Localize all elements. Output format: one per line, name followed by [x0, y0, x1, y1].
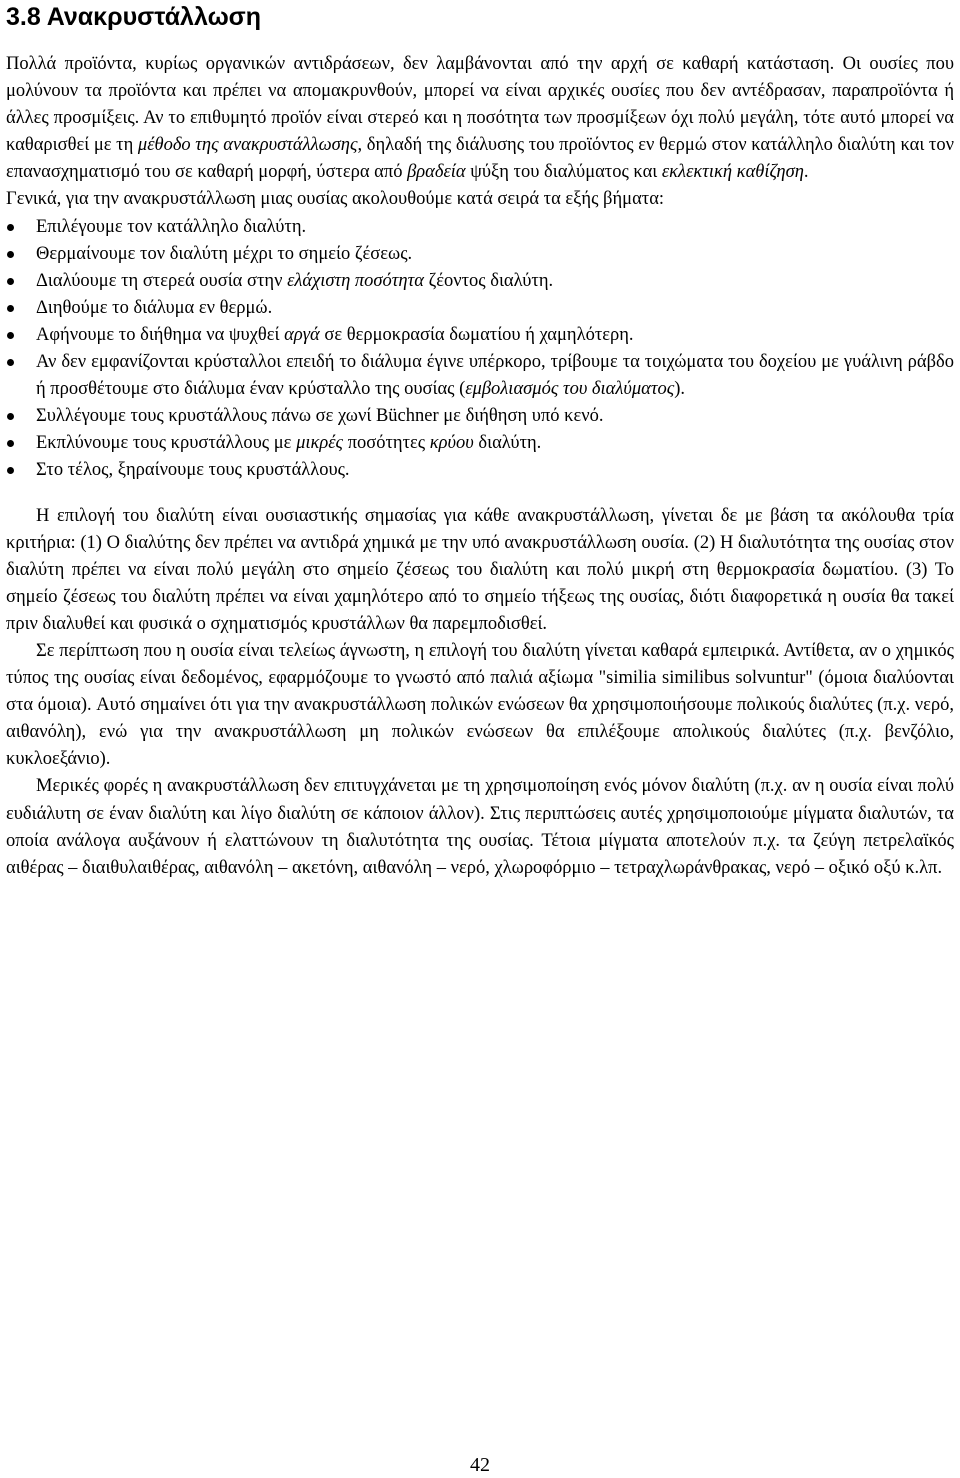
list-item — [6, 349, 954, 403]
body-text — [6, 51, 954, 882]
list-item: Στο τέλος, ξηραίνουμε τους κρυστάλλους. — [6, 457, 954, 484]
text-run: ζέοντος διαλύτη. — [423, 270, 554, 291]
italic-term: κρύου — [429, 433, 474, 454]
text-run: ποσότητες — [343, 433, 430, 454]
list-item — [6, 268, 954, 295]
text-run: ). — [674, 379, 686, 400]
intro-paragraph — [6, 51, 954, 186]
page-number: 42 — [470, 1454, 490, 1476]
italic-term: εμβολιασμός του διαλύματος — [465, 379, 675, 400]
list-item: Θερμαίνουμε τον διαλύτη μέχρι το σημείο ζέσεως. — [6, 241, 954, 268]
italic-term: μικρές — [296, 433, 344, 454]
solvent-choice-paragraph: Σε περίπτωση που η ουσία είναι τελείως άγνωστη, η επιλογή του διαλύτη γίνεται καθαρά εμπειρικά. Αντίθετα, αν ο χημικός τύπος της ουσίας είναι δεδομένος, εφαρμόζουμε το γνωστό από παλιά αξίωμα "similia similibus solvuntur" (όμοια διαλύονται στα όμοια). Αυτό σημαίνει ότι για την ανακρυστάλλωση πολικών ενώσεων θα χρησιμοποιήσουμε πολικούς διαλύτες (π.χ. νερό, αιθανόλη), ενώ για την ανακρυστάλλωση μη πολικών ενώσεων θα επιλέξουμε απολικούς διαλύτες (π.χ. βενζόλιο, κυκλοεξάνιο). — [6, 640, 954, 770]
italic-term: ελάχιστη ποσότητα — [287, 270, 424, 291]
list-item: Επιλέγουμε τον κατάλληλο διαλύτη. — [6, 214, 954, 241]
list-item — [6, 430, 954, 457]
text-run: Εκπλύνουμε τους κρυστάλλους με — [36, 433, 297, 454]
paragraph-spacer — [6, 485, 954, 503]
text-run: Πολλά προϊόντα, κυρίως οργανικών αντιδράσεων, δεν λαμβάνονται από την αρχή σε καθαρή κατάσταση. Οι ουσίες που μολύνουν τα προϊόντα και πρέπει να απομακρυνθούν, μπορεί να είναι αρχικές ουσίες που δεν αντέδρασαν, παραπροϊόντα ή άλλες προσμίξεις. Αν το επιθυμητό προϊόν είναι στερεό και η ποσότητα των προσμίξεων όχι πολύ μεγάλη, τότε αυτό μπορεί να καθαρισθεί με τη — [6, 54, 954, 156]
steps-list — [6, 214, 954, 485]
text-run: διαλύτη. — [473, 433, 542, 454]
list-item: Διηθούμε το διάλυμα εν θερμώ. — [6, 295, 954, 322]
italic-term: μέθοδο της ανακρυστάλλωσης — [137, 135, 358, 156]
italic-term: εκλεκτική καθίζηση — [661, 162, 804, 183]
list-item — [6, 322, 954, 349]
text-run: ψύξη του διαλύματος και — [465, 162, 662, 183]
text-run: Αν δεν εμφανίζονται κρύσταλλοι επειδή το διάλυμα έγινε υπέρκορο, τρίβουμε τα τοιχώματα του δοχείου με γυάλινη ράβδο ή προσθέτουμε στο διάλυμα έναν κρύσταλλο της ουσίας ( — [36, 352, 954, 400]
text-run: σε θερμοκρασία δωματίου ή χαμηλότερη. — [319, 324, 634, 345]
text-run: . — [803, 162, 809, 183]
list-item: Συλλέγουμε τους κρυστάλλους πάνω σε χωνί Büchner με διήθηση υπό κενό. — [6, 403, 954, 430]
text-run: , δηλαδή της διάλυσης του προϊόντος εν θερμώ στον κατάλληλο διαλύτη και τον επανασχηματισμό του σε καθαρή μορφή, ύστερα από — [6, 135, 954, 183]
text-run: Αφήνουμε το διήθημα να ψυχθεί — [36, 324, 285, 345]
solvent-mixtures-paragraph: Μερικές φορές η ανακρυστάλλωση δεν επιτυγχάνεται με τη χρησιμοποίηση ενός μόνον διαλύτη (π.χ. αν η ουσία είναι πολύ ευδιάλυτη σε έναν διαλύτη και λίγο διαλύτη σε κάποιον άλλον). Στις περιπτώσεις αυτές χρησιμοποιούμε μίγματα διαλυτών, τα οποία ανάλογα αυξάνουν ή ελαττώνουν τη διαλυτότητα της ουσίας. Τέτοια μίγματα αποτελούν π.χ. τα ζεύγη πετρελαϊκός αιθέρας – διαιθυλαιθέρας, αιθανόλη – ακετόνη, αιθανόλη – νερό, χλωροφόρμιο – τετραχλωράνθρακας, νερό – οξικό οξύ κ.λπ. — [6, 776, 954, 878]
section-heading: 3.8 Ανακρυστάλλωση — [6, 3, 262, 31]
italic-term: βραδεία — [407, 162, 466, 183]
steps-intro: Γενικά, για την ανακρυστάλλωση μιας ουσίας ακολουθούμε κατά σειρά τα εξής βήματα: — [6, 189, 665, 210]
text-run: Διαλύουμε τη στερεά ουσία στην — [36, 270, 288, 291]
italic-term: αργά — [284, 324, 320, 345]
solvent-criteria-paragraph: Η επιλογή του διαλύτη είναι ουσιαστικής σημασίας για κάθε ανακρυστάλλωση, γίνεται δε με βάση τα ακόλουθα τρία κριτήρια: (1) Ο διαλύτης δεν πρέπει να αντιδρά χημικά με την υπό ανακρυστάλλωση ουσία. (2) Η διαλυτότητα της ουσίας στον διαλύτη πρέπει να είναι πολύ μεγάλη στο σημείο ζέσεως του διαλύτη και πολύ μικρή στη θερμοκρασία δωματίου. (3) Το σημείο ζέσεως του διαλύτη πρέπει να είναι χαμηλότερο από το σημείο τήξεως της ουσίας, διότι διαφορετικά η ουσία θα τακεί πριν διαλυθεί και φυσικά ο σχηματισμός κρυστάλλων θα παρεμποδισθεί. — [6, 505, 954, 634]
